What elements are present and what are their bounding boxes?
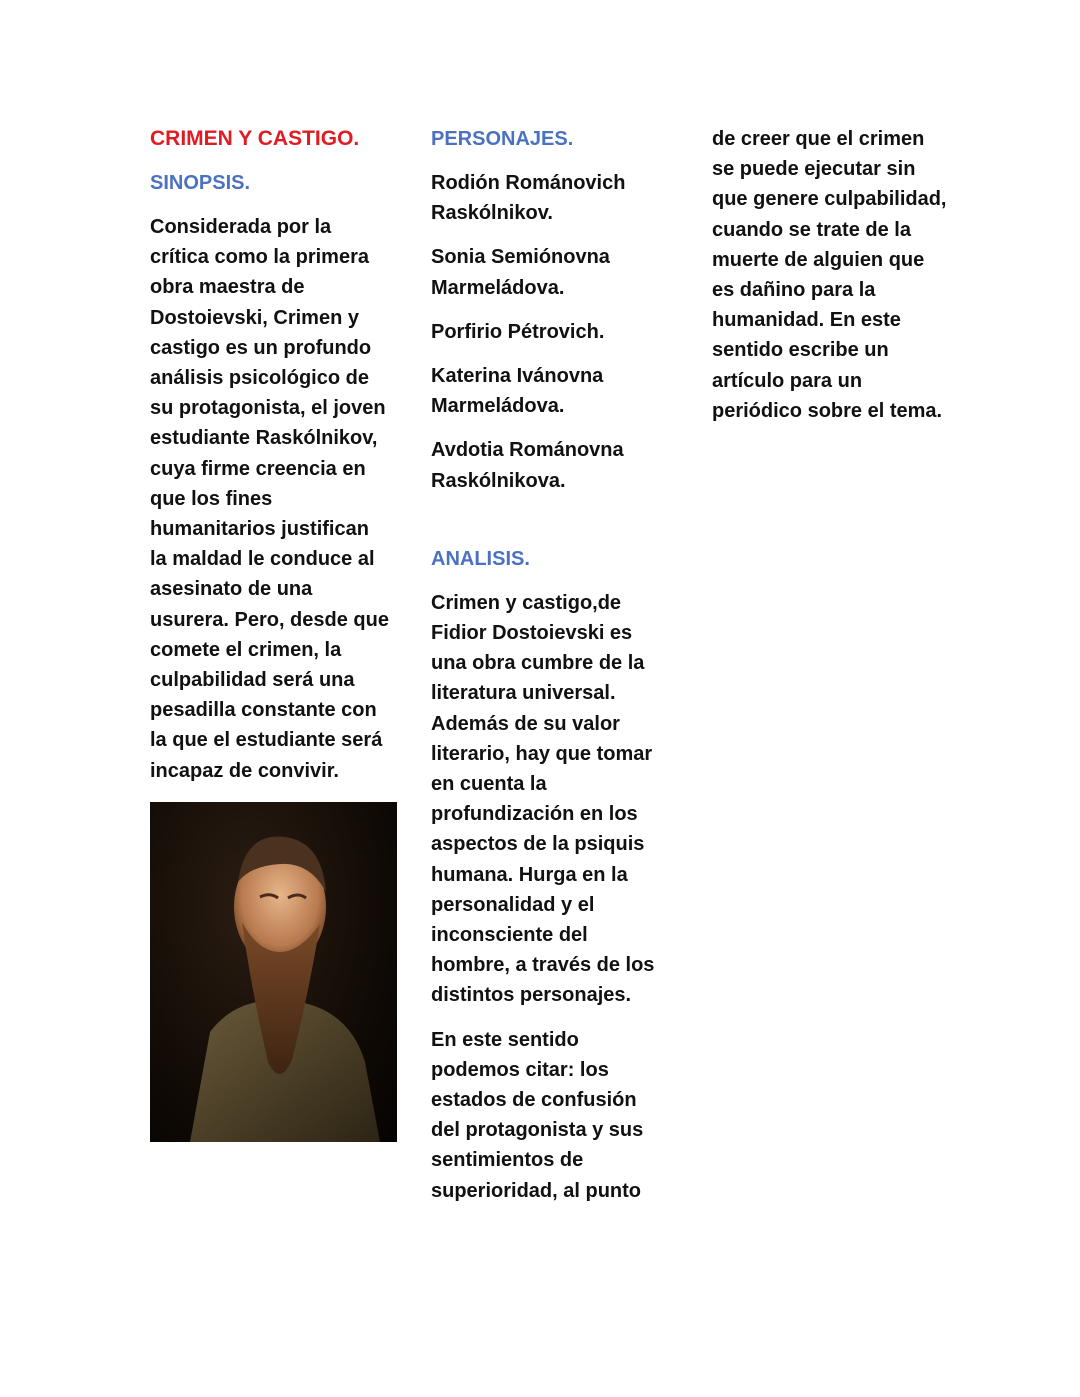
- author-portrait: [150, 802, 397, 1142]
- portrait-illustration: [150, 802, 397, 1142]
- column-right: [712, 124, 952, 440]
- character-item: Avdotia Románovna Raskólnikova.: [431, 439, 624, 492]
- column-middle: [431, 124, 671, 1220]
- character-item: Katerina Ivánovna Marmeládova.: [431, 365, 604, 418]
- analysis-paragraph-1: Crimen y castigo,de Fidior Dostoievski es una obra cumbre de la literatura universal. Además de su valor literario, hay que tomar en cuenta la profundización en los aspectos de la psiquis humana. Hurga en la personalidad y el inconsciente del hombre, a través de los distintos personajes.: [431, 591, 655, 1007]
- characters-heading: PERSONAJES.: [431, 128, 574, 150]
- analysis-heading: ANALISIS.: [431, 547, 530, 570]
- document-title: CRIMEN Y CASTIGO.: [150, 127, 360, 150]
- analysis-paragraph-2: En este sentido podemos citar: los estados de confusión del protagonista y sus sentimientos de superioridad, al punto: [431, 1028, 644, 1202]
- analysis-continuation: de creer que el crimen se puede ejecutar sin que genere culpabilidad, cuando se trate de la muerte de alguien que es dañino para la humanidad. En este sentido escribe un artículo para un periódico sobre el tema.: [712, 128, 947, 422]
- synopsis-heading: SINOPSIS.: [150, 172, 251, 194]
- character-item: Porfirio Pétrovich.: [431, 320, 605, 343]
- column-left: [150, 124, 390, 1142]
- character-item: Sonia Semiónovna Marmeládova.: [431, 246, 610, 299]
- synopsis-text: Considerada por la crítica como la primera obra maestra de Dostoievski, Crimen y castigo es un profundo análisis psicológico de su protagonista, el joven estudiante Raskólnikov, cuya firme creencia en que los fines humanitarios justifican la maldad le conduce al asesinato de una usurera. Pero, desde que comete el crimen, la culpabilidad será una pesadilla constante con la que el estudiante será incapaz de convivir.: [150, 216, 389, 782]
- characters-list: [431, 168, 671, 496]
- character-item: Rodión Románovich Raskólnikov.: [431, 172, 626, 225]
